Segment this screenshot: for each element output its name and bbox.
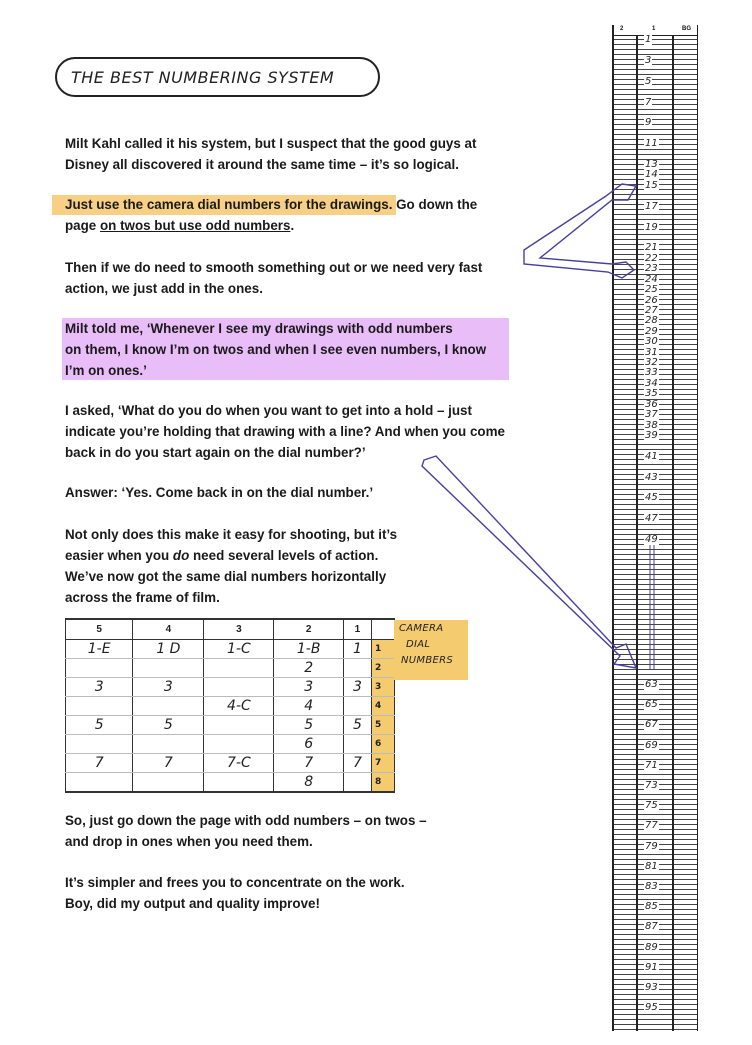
dial-number-cell: 3: [372, 678, 395, 697]
label-line: DIAL: [406, 639, 431, 650]
table-cell: 5: [66, 716, 133, 735]
table-cell: 1-E: [66, 640, 133, 659]
dial-number: 38: [645, 420, 658, 431]
dial-number: 43: [645, 472, 658, 483]
emphasis-text: do: [172, 548, 190, 563]
dial-number: 15: [645, 180, 658, 191]
text-line: So, just go down the page with odd numbers – on twos –: [65, 813, 427, 828]
arrow-icon: [524, 184, 636, 278]
dial-number: 19: [645, 222, 658, 233]
dial-number: 85: [645, 901, 658, 912]
text-line: It’s simpler and frees you to concentrate on the work.: [65, 875, 405, 890]
dial-number: 22: [645, 253, 658, 264]
dial-number: 30: [645, 336, 658, 347]
dial-number-cell: 7: [372, 754, 395, 773]
dial-number: 67: [645, 719, 658, 730]
dial-number: 65: [645, 699, 658, 710]
table-cell: 1-B: [274, 640, 344, 659]
text-line: Not only does this make it easy for shooting, but it’s: [65, 527, 398, 542]
dial-number: 25: [645, 284, 658, 295]
table-cell: 3: [274, 678, 344, 697]
dial-number-cell: 4: [372, 697, 395, 716]
table-cell: 3: [133, 678, 204, 697]
text-segment: easier when you: [65, 548, 173, 563]
quote-line: ‘Whenever I see my drawings with odd numbers: [146, 321, 453, 336]
dial-number: 95: [645, 1002, 658, 1013]
text-segment: .: [290, 218, 295, 233]
table-cell: 5: [274, 716, 344, 735]
dial-number: 41: [645, 451, 658, 462]
dial-number: 7: [645, 97, 652, 108]
text-segment: Go down the: [392, 197, 478, 212]
dial-number: 32: [645, 357, 658, 368]
quote-line: on them, I know I’m on twos and when I see even numbers, I know: [65, 342, 487, 357]
dial-number: 11: [645, 138, 658, 149]
label-line: CAMERA: [399, 623, 444, 634]
dial-number: 5: [645, 76, 652, 87]
dial-number: 23: [645, 263, 658, 274]
column-header: 4: [133, 619, 204, 640]
dial-number: 63: [645, 679, 658, 690]
text-line: action, we just add in the ones.: [65, 281, 263, 296]
dial-number-cell: 8: [372, 773, 395, 793]
hold-line-icon: [650, 545, 654, 670]
dial-number: 79: [645, 841, 658, 852]
text-line: across the frame of film.: [65, 590, 220, 605]
text-line: We’ve now got the same dial numbers horizontally: [65, 569, 387, 584]
dial-number: 71: [645, 760, 658, 771]
dial-number: 77: [645, 820, 658, 831]
highlighted-text: Just use the camera dial numbers for the drawings.: [65, 197, 393, 212]
table-cell: 7: [133, 754, 204, 773]
label-line: NUMBERS: [401, 655, 454, 666]
text-line: Answer: ‘Yes. Come back in on the dial number.’: [65, 485, 374, 500]
dial-number: 34: [645, 378, 658, 389]
dial-number: 27: [645, 305, 658, 316]
strip-header-label: BG: [682, 26, 691, 32]
table-cell: 5: [133, 716, 204, 735]
table-cell: 2: [274, 659, 344, 678]
text-line: Disney all discovered it around the same time – it’s so logical.: [65, 157, 459, 172]
table-cell: 5: [343, 716, 371, 735]
table-cell: 3: [66, 678, 133, 697]
dial-number: 35: [645, 388, 658, 399]
dial-number: 89: [645, 942, 658, 953]
strip-header-label: 1: [652, 26, 656, 32]
arrow-icon: [422, 456, 636, 668]
column-header: 3: [204, 619, 274, 640]
dial-number-cell: 2: [372, 659, 395, 678]
table-cell: 7: [66, 754, 133, 773]
dial-number: 36: [645, 399, 658, 410]
dial-number: 28: [645, 315, 658, 326]
text-segment: page: [65, 218, 100, 233]
dial-number: 33: [645, 367, 658, 378]
dial-number: 87: [645, 921, 658, 932]
text-line: Then if we do need to smooth something out or we need very fast: [65, 260, 483, 275]
dial-number: 3: [645, 55, 652, 66]
table-cell: 7: [343, 754, 371, 773]
column-header: 1: [343, 619, 371, 640]
dial-number: 17: [645, 201, 658, 212]
strip-header-label: 2: [620, 26, 624, 32]
text-line: and drop in ones when you need them.: [65, 834, 313, 849]
dial-number: 93: [645, 982, 658, 993]
dial-number-cell: 5: [372, 716, 395, 735]
dial-number: 1: [645, 34, 652, 45]
dial-number: 49: [645, 534, 658, 545]
text-line: Milt Kahl called it his system, but I suspect that the good guys at: [65, 136, 477, 151]
dial-number: 29: [645, 326, 658, 337]
dial-number: 83: [645, 881, 658, 892]
dial-number: 45: [645, 492, 658, 503]
dial-number: 21: [645, 242, 658, 253]
dial-number: 26: [645, 295, 658, 306]
table-cell: 1-C: [204, 640, 274, 659]
table-cell: 6: [274, 735, 344, 754]
underlined-text: on twos but use odd numbers: [99, 218, 291, 233]
text-line: Boy, did my output and quality improve!: [65, 896, 320, 911]
dial-number: 14: [645, 169, 658, 180]
table-cell: 4: [274, 697, 344, 716]
column-header: 2: [274, 619, 344, 640]
text-segment: Milt told me,: [65, 321, 147, 336]
dial-number: 69: [645, 740, 658, 751]
table-cell: 8: [274, 773, 344, 793]
quote-line: I’m on ones.’: [65, 363, 147, 378]
dial-number: 73: [645, 780, 658, 791]
dial-number-cell: 1: [372, 640, 395, 659]
dial-number: 31: [645, 347, 658, 358]
dial-number: 81: [645, 861, 658, 872]
text-segment: need several levels of action.: [189, 548, 379, 563]
table-cell: 1: [343, 640, 371, 659]
table-cell: 4-C: [204, 697, 274, 716]
table-cell: 3: [343, 678, 371, 697]
text-line: I asked, ‘What do you do when you want to get into a hold – just: [65, 403, 472, 418]
text-line: indicate you’re holding that drawing with a line? And when you come: [65, 424, 505, 439]
dial-number: 9: [645, 117, 652, 128]
column-header: 5: [66, 619, 133, 640]
table-cell: 1 D: [133, 640, 204, 659]
dial-number: 39: [645, 430, 658, 441]
table-cell: 7-C: [204, 754, 274, 773]
dial-number: 91: [645, 962, 658, 973]
dial-number: 75: [645, 800, 658, 811]
page-title: THE BEST NUMBERING SYSTEM: [71, 67, 335, 87]
table-cell: 7: [274, 754, 344, 773]
text-line: back in do you start again on the dial number?’: [65, 445, 366, 460]
dial-number: 13: [645, 159, 658, 170]
dial-number: 24: [645, 274, 658, 285]
dial-number: 47: [645, 513, 658, 524]
dial-number: 37: [645, 409, 658, 420]
dial-number-cell: 6: [372, 735, 395, 754]
